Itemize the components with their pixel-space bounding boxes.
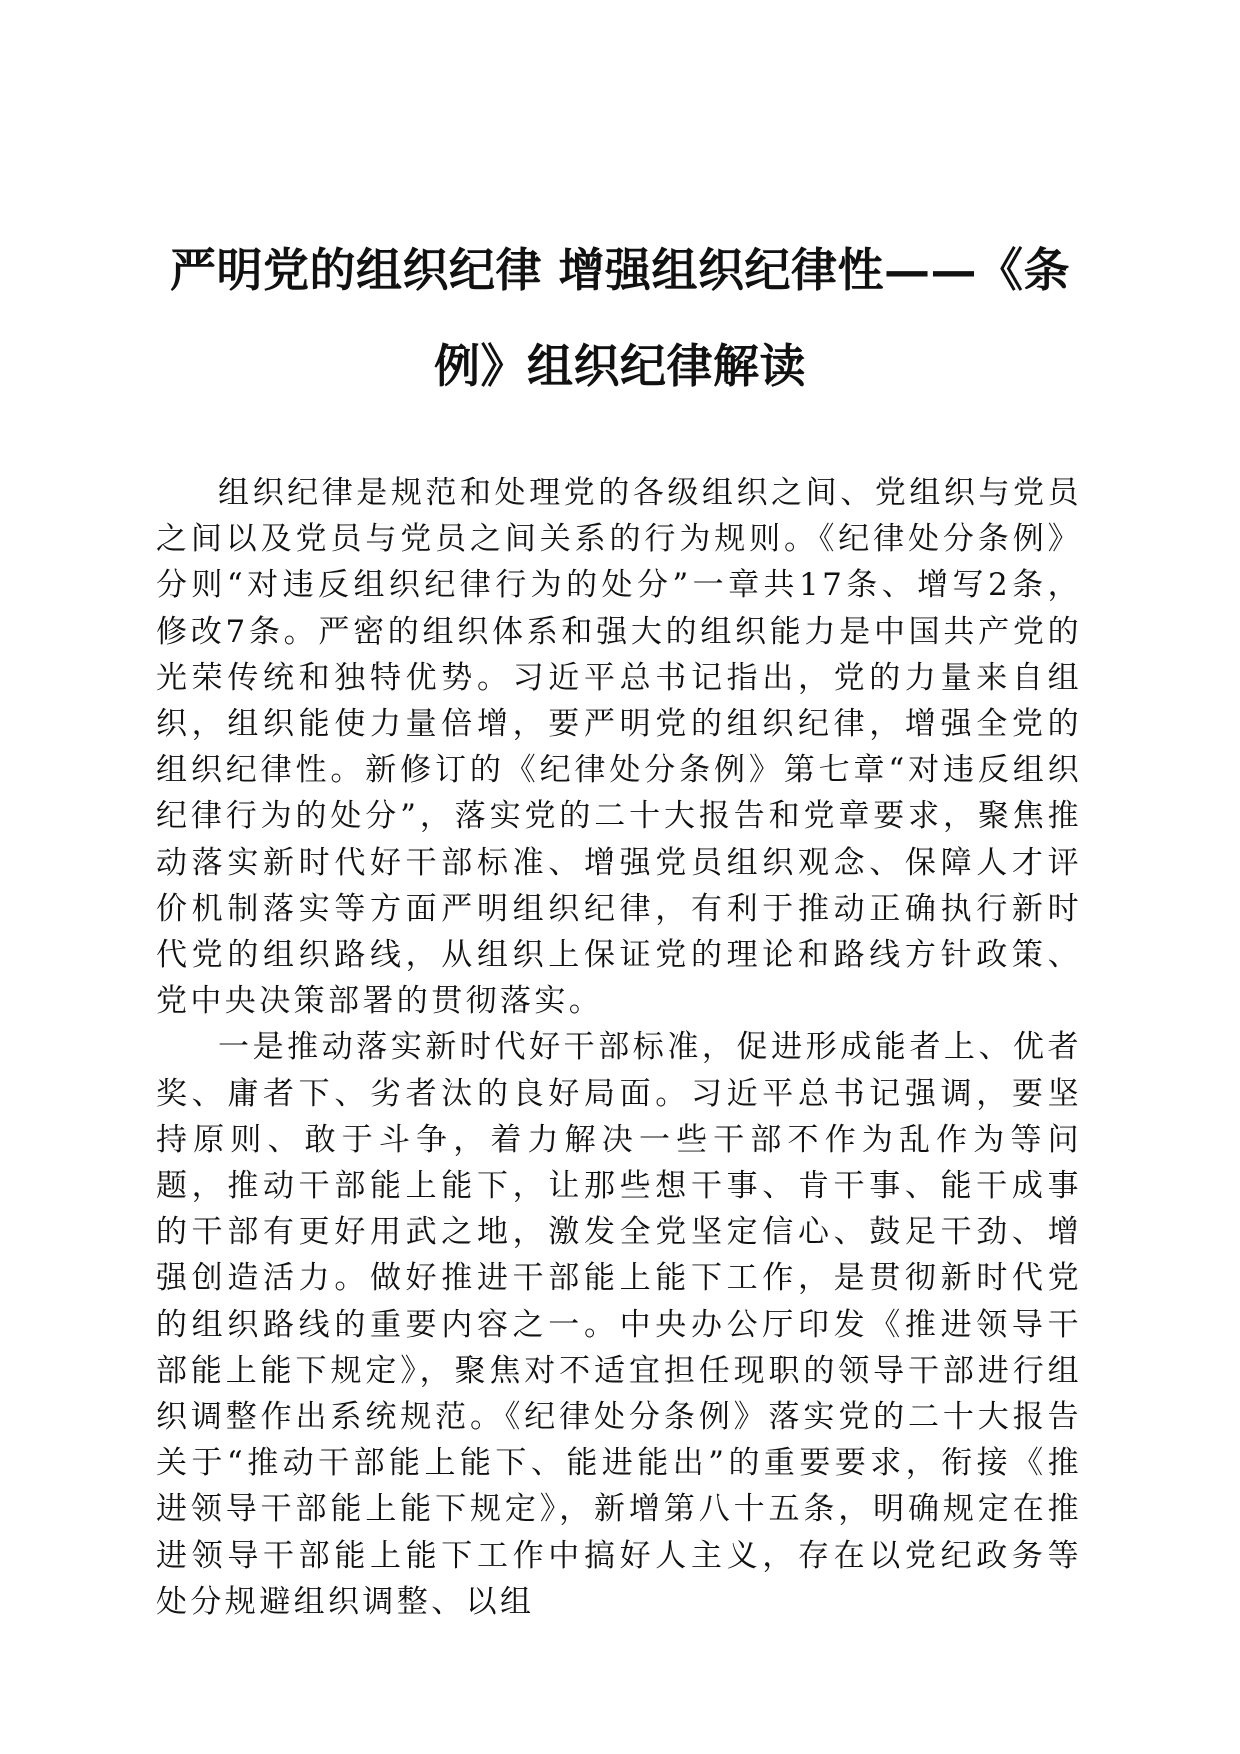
paragraph-point-one: 一是推动落实新时代好干部标准，促进形成能者上、优者奖、庸者下、劣者汰的良好局面。习近平总书记强调，要坚持原则、敢于斗争，着力解决一些干部不作为乱作为等问题，推动干部能上能下，让那些想干事、肯干事、能干成事的干部有更好用武之地，激发全党坚定信心、鼓足干劲、增强创造活力。做好推进干部能上能下工作，是贯彻新时代党的组织路线的重要内容之一。中央办公厅印发《推进领导干部能上能下规定》，聚焦对不适宜担任现职的领导干部进行组织调整作出系统规范。《纪律处分条例》落实党的二十大报告关于“推动干部能上能下、能进能出”的重要要求，衔接《推进领导干部能上能下规定》，新增第八十五条，明确规定在推进领导干部能上能下工作中搞好人主义，存在以党纪政务等处分规避组织调整、以组 [156, 1029, 1082, 1620]
paragraph-intro: 组织纪律是规范和处理党的各级组织之间、党组织与党员之间以及党员与党员之间关系的行为规则。《纪律处分条例》分则“对违反组织纪律行为的处分”一章共17条、增写2条，修改7条。严密的组织体系和强大的组织能力是中国共产党的光荣传统和独特优势。习近平总书记指出，党的力量来自组织，组织能使力量倍增，要严明党的组织纪律，增强全党的组织纪律性。新修订的《纪律处分条例》第七章“对违反组织纪律行为的处分”，落实党的二十大报告和党章要求，聚焦推动落实新时代好干部标准、增强党员组织观念、保障人才评价机制落实等方面严明组织纪律，有利于推动正确执行新时代党的组织路线，从组织上保证党的理论和路线方针政策、党中央决策部署的贯彻落实。 [156, 475, 1082, 1020]
title-line-2: 例》组织纪律解读 [434, 339, 806, 393]
title-line-1: 严明党的组织纪律 增强组织纪律性——《条 [169, 243, 1070, 297]
document-body [156, 470, 1082, 1625]
document-title [150, 222, 1090, 414]
